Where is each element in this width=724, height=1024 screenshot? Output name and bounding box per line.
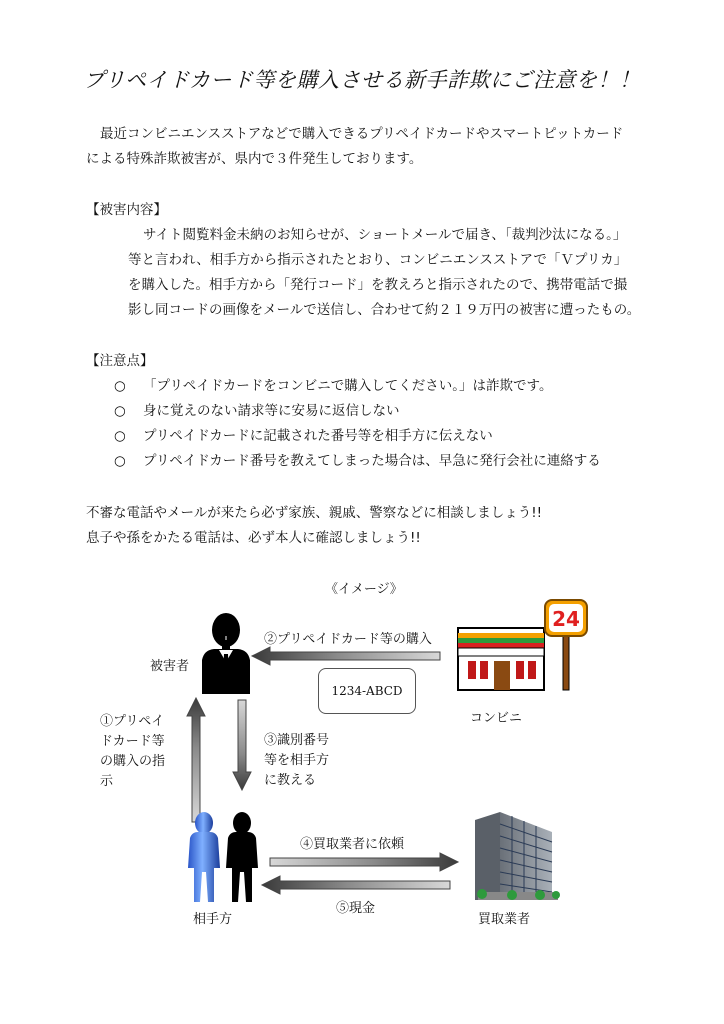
victim-icon <box>202 613 250 694</box>
intro-line-2: による特殊詐欺被害が、県内で３件発生しております。 <box>86 151 423 167</box>
advice-line-1: 不審な電話やメールが来たら必ず家族、親戚、警察などに相談しましょう!! <box>86 505 543 521</box>
code-value: 1234-ABCD <box>331 684 403 698</box>
step2-label: ②プリペイドカード等の購入 <box>264 632 432 647</box>
step3-label <box>264 731 329 791</box>
buyer-building-icon <box>475 812 560 900</box>
caution-item-3: プリペイドカードに記載された番号等を相手方に伝えない <box>143 428 493 444</box>
intro-line-1: 最近コンビニエンスストアなどで購入できるプリペイドカードやスマートピットカード <box>100 126 624 142</box>
store-label: コンビニ <box>470 711 523 726</box>
counterpart-label: 相手方 <box>193 912 233 927</box>
arrow-instruction-up <box>187 698 205 822</box>
damage-line-4: 影し同コードの画像をメールで送信し、合わせて約２１９万円の被害に遭ったもの。 <box>128 302 641 318</box>
step3-line-3: に教える <box>264 773 317 788</box>
step1-line-3: の購入の指 <box>100 754 166 769</box>
caution-mark-3: ○ <box>114 428 126 444</box>
step1-label <box>100 712 165 792</box>
caution-item-4: プリペイドカード番号を教えてしまった場合は、早急に発行会社に連絡する <box>143 453 601 469</box>
step3-line-2: 等を相手方 <box>264 753 330 768</box>
counterpart-icon <box>188 812 258 902</box>
arrow-cash-left <box>262 876 450 894</box>
step1-line-2: ドカード等 <box>100 734 165 749</box>
caution-item-2: 身に覚えのない請求等に安易に返信しない <box>143 403 400 419</box>
caution-heading: 【注意点】 <box>86 353 154 369</box>
step4-label: ④買取業者に依頼 <box>300 837 405 852</box>
step1-line-1: ①プリペイ <box>100 714 165 729</box>
damage-line-2: 等と言われ、相手方から指示されたとおり、コンビニエンスストアで「Ｖプリカ」 <box>128 252 628 268</box>
code-box <box>318 668 416 714</box>
damage-line-1: サイト閲覧料金未納のお知らせが、ショートメールで届き、「裁判沙汰になる。」 <box>143 227 627 243</box>
page-title: プリペイドカード等を購入させる新手詐欺にご注意を！！ <box>83 68 641 92</box>
image-label: 《イメージ》 <box>325 582 403 597</box>
caution-item-1: 「プリペイドカードをコンビニで購入してください。」は詐欺です。 <box>143 378 553 394</box>
arrow-tell-down <box>233 700 251 790</box>
damage-heading: 【被害内容】 <box>86 202 167 218</box>
buyer-label: 買取業者 <box>478 912 531 927</box>
arrow-request-right <box>270 853 458 871</box>
caution-mark-2: ○ <box>114 403 126 419</box>
step3-line-1: ③識別番号 <box>264 733 330 748</box>
caution-mark-1: ○ <box>114 378 126 394</box>
caution-mark-4: ○ <box>114 453 126 469</box>
step1-line-4: 示 <box>100 774 114 789</box>
victim-label: 被害者 <box>150 659 190 674</box>
store-sign-number: 24 <box>552 607 580 631</box>
arrow-purchase <box>252 647 440 665</box>
step5-label: ⑤現金 <box>336 901 376 916</box>
advice-line-2: 息子や孫をかたる電話は、必ず本人に確認しましょう!! <box>86 530 421 546</box>
damage-line-3: を購入した。相手方から「発行コード」を教えろと指示されたので、携帯電話で撮 <box>128 277 628 293</box>
